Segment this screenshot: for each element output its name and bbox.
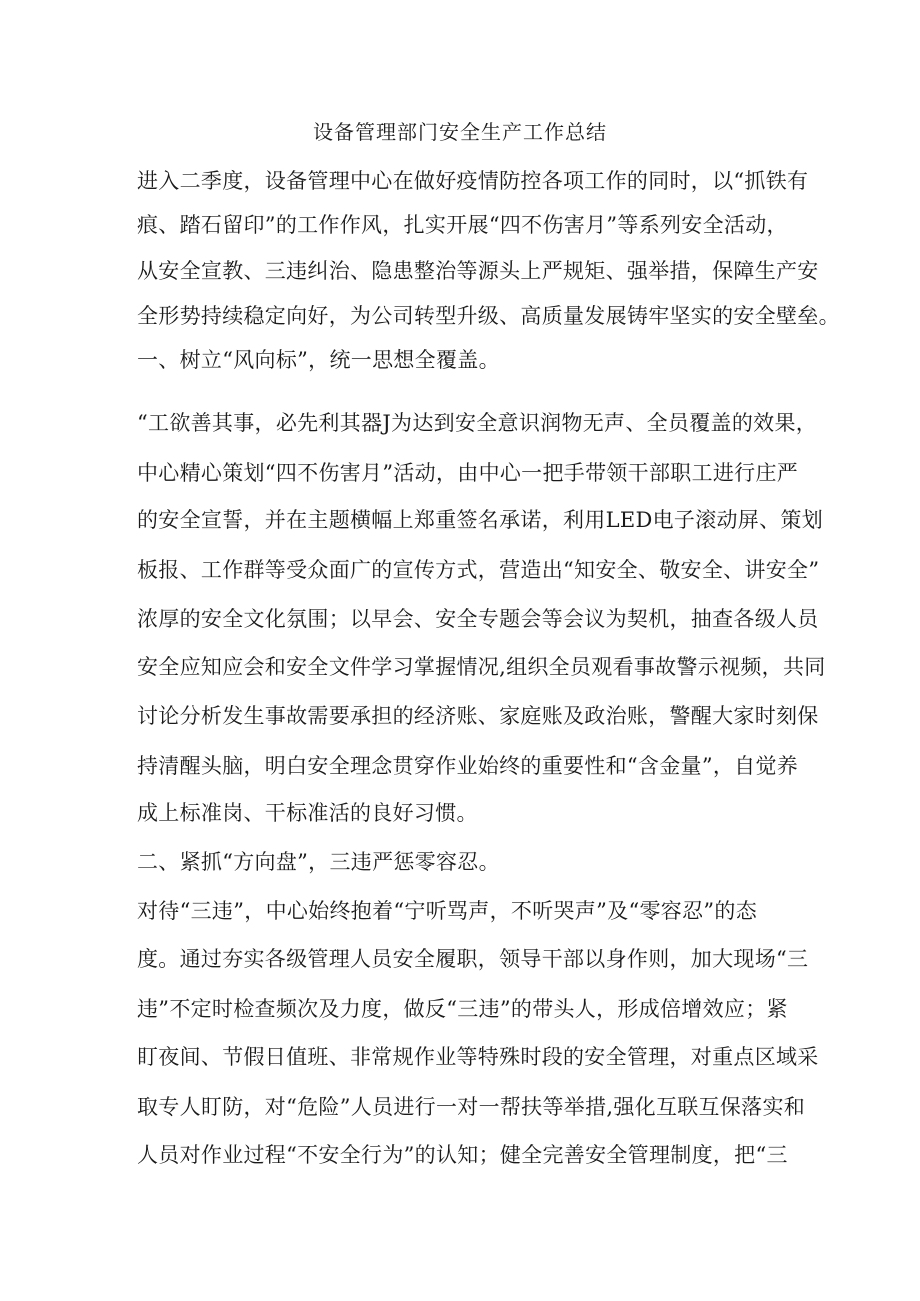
paragraph-line: 违”不定时检查频次及力度，做反“三违”的带头人，形成倍增效应；紧 xyxy=(137,997,788,1021)
paragraph-line: 全形势持续稳定向好，为公司转型升级、高质量发展铸牢坚实的安全壁垒。 xyxy=(137,304,840,328)
paragraph-line: 持清醒头脑，明白安全理念贯穿作业始终的重要性和“含金量”，自觉养 xyxy=(137,754,799,778)
paragraph-line: 成上标准岗、干标准活的良好习惯。 xyxy=(137,801,478,825)
paragraph-line: 的安全宣誓，并在主题横幅上郑重签名承诺，利用LED电子滚动屏、策划 xyxy=(137,508,824,532)
paragraph-line: 痕、踏石留印”的工作作风，扎实开展“四不伤害月”等系列安全活动， xyxy=(137,213,788,237)
paragraph-line: 讨论分析发生事故需要承担的经济账、家庭账及政治账，警醒大家时刻保 xyxy=(137,704,819,728)
paragraph-line: 度。通过夯实各级管理人员安全履职，领导干部以身作则，加大现场“三 xyxy=(137,947,809,971)
document-title: 设备管理部门安全生产工作总结 xyxy=(313,120,607,144)
paragraph-line: 浓厚的安全文化氛围；以早会、安全专题会等会议为契机，抽查各级人员 xyxy=(137,607,819,631)
paragraph-line: 取专人盯防，对“危险”人员进行一对一帮扶等举措,强化互联互保落实和 xyxy=(137,1095,806,1119)
paragraph-line: 人员对作业过程“不安全行为”的认知；健全完善安全管理制度，把“三 xyxy=(137,1143,788,1167)
paragraph-line: 从安全宣教、三违纠治、隐患整治等源头上严规矩、强举措，保障生产安 xyxy=(137,259,819,283)
paragraph-line: 盯夜间、节假日值班、非常规作业等特殊时段的安全管理，对重点区域采 xyxy=(137,1045,819,1069)
section-heading-1: 一、树立“风向标”，统一思想全覆盖。 xyxy=(137,348,500,372)
paragraph-line: 中心精心策划“四不伤害月”活动，由中心一把手带领干部职工进行庄严 xyxy=(137,461,799,485)
section-heading-2: 二、紧抓“方向盘”，三违严惩零容忍。 xyxy=(137,850,500,874)
paragraph-line: 对待“三违”，中心始终抱着“宁听骂声，不听哭声”及“零容忍”的态 xyxy=(137,899,758,923)
paragraph-line: “工欲善其事，必先利其器J为达到安全意识润物无声、全员覆盖的效果， xyxy=(137,411,818,435)
paragraph-line: 安全应知应会和安全文件学习掌握情况,组织全员观看事故警示视频，共同 xyxy=(137,655,826,679)
paragraph-line: 进入二季度，设备管理中心在做好疫情防控各项工作的同时，以“抓铁有 xyxy=(137,169,809,193)
paragraph-line: 板报、工作群等受众面广的宣传方式，营造出“知安全、敬安全、讲安全” xyxy=(137,558,820,582)
